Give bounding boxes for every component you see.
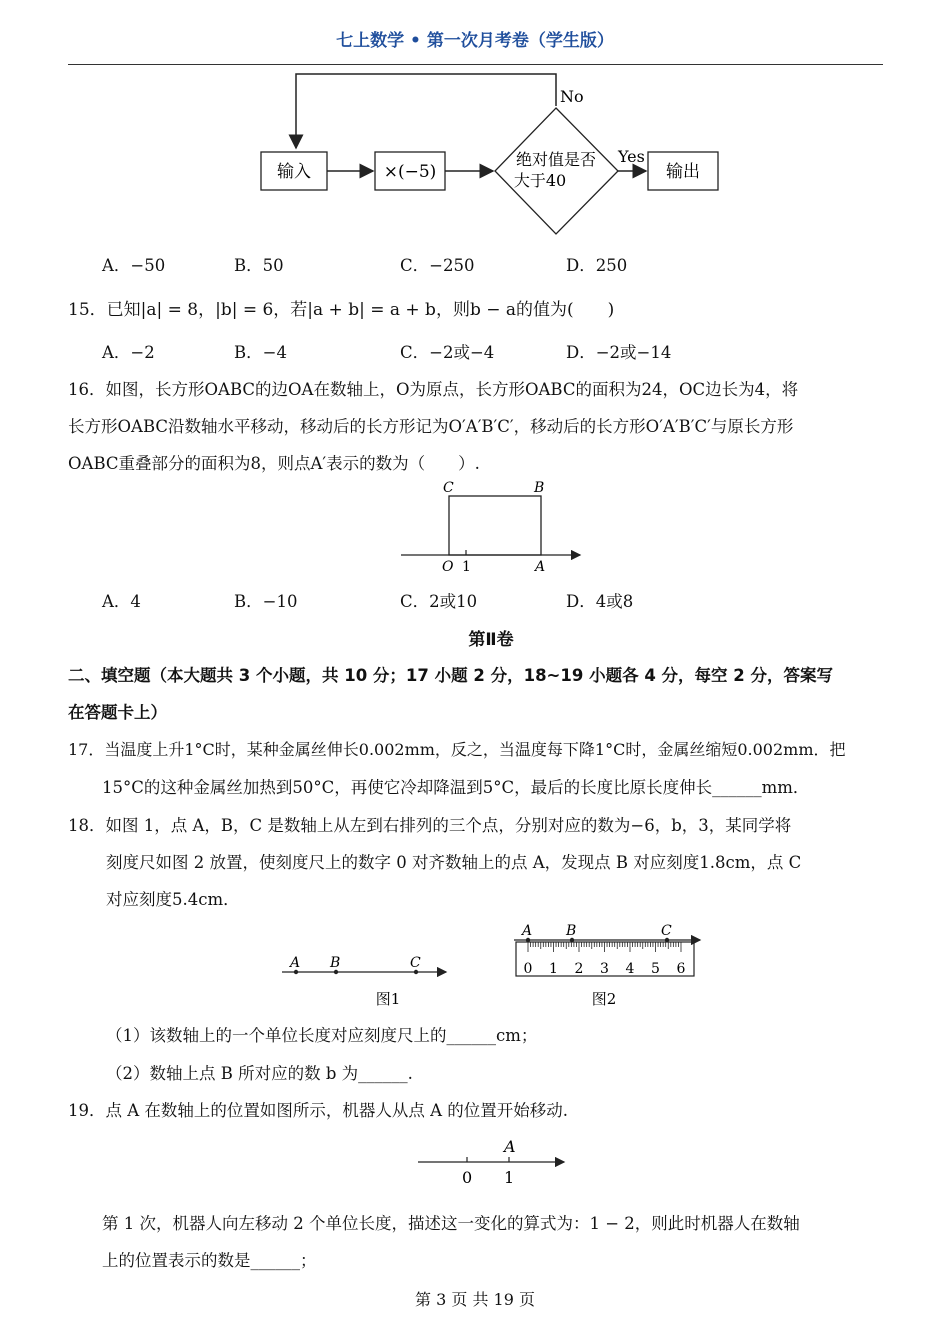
ruler-ticks <box>528 942 681 952</box>
q14-option-d[interactable]: D．250 <box>566 256 628 275</box>
q17-line1: 17．当温度上升1°C时，某种金属丝伸长0.002mm，反之，当温度每下降1°C时，金属丝缩短0.002mm．把 <box>68 740 846 759</box>
fig1-label-b: B <box>330 955 341 971</box>
q16-option-d[interactable]: D．4或8 <box>566 592 634 611</box>
fig1-numberline <box>276 948 456 1018</box>
q15-option-c[interactable]: C．−2或−4 <box>400 343 495 362</box>
q19-label-zero: 0 <box>462 1168 473 1187</box>
q16-line3: OABC重叠部分的面积为8，则点A′表示的数为（ ）. <box>68 454 480 473</box>
q18-sub2: （2）数轴上点 B 所对应的数 b 为______. <box>106 1064 413 1083</box>
q16-option-a[interactable]: A．4 <box>102 592 141 611</box>
q19-line3: 上的位置表示的数是______； <box>102 1251 317 1270</box>
q19-numberline <box>414 1132 574 1190</box>
fig2-label-b: B <box>566 923 577 939</box>
ruler-number: 6 <box>676 961 686 977</box>
flowchart-figure <box>250 66 730 242</box>
label-o: O <box>442 559 454 575</box>
q15-option-a[interactable]: A．−2 <box>102 343 155 362</box>
section2-line1: 二、填空题（本大题共 3 个小题，共 10 分；17 小题 2 分，18~19 小题各 4 分，每空 2 分，答案写 <box>68 666 834 685</box>
label-a: A <box>535 559 546 575</box>
header-rule <box>68 64 883 65</box>
q19-label-a: A <box>504 1137 516 1156</box>
q17-line2: 15°C的这种金属丝加热到50°C，再使它冷却降温到5°C，最后的长度比原长度伸长______mm． <box>102 778 810 797</box>
fig2-label-c: C <box>661 923 672 939</box>
decision-line1: 绝对值是否 <box>515 150 597 169</box>
label-one: 1 <box>462 559 471 575</box>
ruler-number: 3 <box>600 961 609 977</box>
fig1-label-a: A <box>290 955 301 971</box>
label-b: B <box>534 480 545 496</box>
q19-label-one: 1 <box>504 1168 515 1187</box>
q14-option-a[interactable]: A．−50 <box>102 256 166 275</box>
decision-line2: 大于40 <box>513 171 567 190</box>
part2-title: 第Ⅱ卷 <box>468 630 514 650</box>
q14-option-c[interactable]: C．−250 <box>400 256 475 275</box>
q18-sub1: （1）该数轴上的一个单位长度对应刻度尺上的______cm； <box>106 1026 538 1045</box>
q16-line2: 长方形OABC沿数轴水平移动，移动后的长方形记为O′A′B′C′，移动后的长方形O′A′B′C′与原长方形 <box>68 417 794 436</box>
multiply-label: ×(−5) <box>383 162 437 182</box>
fig2-caption: 图2 <box>591 990 617 1008</box>
fig1-label-c: C <box>410 955 421 971</box>
input-label: 输入 <box>277 162 311 182</box>
q15-stem: 15．已知|a| = 8，|b| = 6，若|a + b| = a + b，则b − a的值为( ) <box>68 300 615 320</box>
ruler-number: 5 <box>651 961 660 977</box>
page-header: 七上数学 • 第一次月考卷（学生版） <box>336 31 614 51</box>
q19-line2: 第 1 次，机器人向左移动 2 个单位长度，描述这一变化的算式为：1 − 2，则此时机器人在数轴 <box>102 1214 800 1233</box>
label-c: C <box>443 480 454 496</box>
fig2-label-a: A <box>522 923 533 939</box>
q18-line3: 对应刻度5.4cm． <box>106 890 240 909</box>
fig2-ruler <box>508 920 708 1018</box>
q16-option-b[interactable]: B．−10 <box>234 592 298 611</box>
rectangle-oabc <box>449 496 541 555</box>
ruler-number: 2 <box>574 961 584 977</box>
q18-line1: 18．如图 1，点 A，B，C 是数轴上从左到右排列的三个点，分别对应的数为−6，b，3，某同学将 <box>68 816 792 835</box>
q19-line1: 19．点 A 在数轴上的位置如图所示，机器人从点 A 的位置开始移动. <box>68 1101 569 1120</box>
section2-line2: 在答题卡上） <box>68 703 167 722</box>
yes-label: Yes <box>618 147 645 166</box>
ruler-number: 1 <box>549 961 558 977</box>
output-label: 输出 <box>666 162 700 182</box>
q15-option-b[interactable]: B．−4 <box>234 343 287 362</box>
rectangle-numberline-figure <box>395 478 590 576</box>
ruler-number: 4 <box>625 961 635 977</box>
ruler-number: 0 <box>523 961 533 977</box>
q18-line2: 刻度尺如图 2 放置，使刻度尺上的数字 0 对齐数轴上的点 A，发现点 B 对应刻度1.8cm，点 C <box>106 853 802 872</box>
fig1-caption: 图1 <box>375 990 401 1008</box>
q16-line1: 16．如图，长方形OABC的边OA在数轴上，O为原点，长方形OABC的面积为24，OC边长为4，将 <box>68 380 799 399</box>
loop-back-arrow <box>296 74 556 148</box>
page-footer: 第 3 页 共 19 页 <box>415 1290 535 1309</box>
ruler-numbers <box>524 961 686 977</box>
q15-option-d[interactable]: D．−2或−14 <box>566 343 672 362</box>
q16-option-c[interactable]: C．2或10 <box>400 592 478 611</box>
q14-option-b[interactable]: B．50 <box>234 256 284 275</box>
no-label: No <box>560 87 584 106</box>
